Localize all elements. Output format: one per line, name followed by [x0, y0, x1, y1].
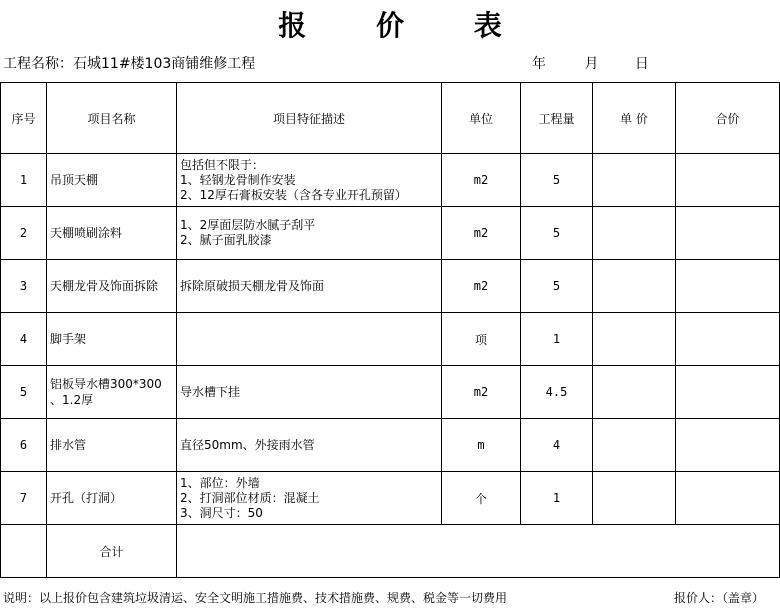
cell-no: 4: [1, 313, 47, 366]
table-row: [1, 313, 780, 366]
cell-quantity: 1: [521, 472, 593, 525]
footer-quoter: 报价人：（盖章）: [674, 591, 765, 605]
cell-no: 1: [1, 154, 47, 207]
table-row: [1, 419, 780, 472]
cell-item-name: 排水管: [47, 419, 177, 472]
date-day: 日: [634, 56, 649, 72]
quote-table: [0, 82, 780, 578]
cell-total-label: 合计: [47, 525, 177, 578]
cell-item-name: 铝板导水槽300*300 、1.2厚: [47, 366, 177, 419]
cell-description: 直径50mm、外接雨水管: [177, 419, 442, 472]
cell-unit-price: [593, 472, 676, 525]
cell-unit: 个: [442, 472, 521, 525]
cell-description: 拆除原破损天棚龙骨及饰面: [177, 260, 442, 313]
table-row: [1, 472, 780, 525]
header-item-name: 项目名称: [47, 83, 177, 154]
cell-total-price: [676, 472, 780, 525]
cell-no: 7: [1, 472, 47, 525]
table-row: [1, 366, 780, 419]
cell-total-price: [676, 419, 780, 472]
header-total-price: 合价: [676, 83, 780, 154]
cell-item-name: 天棚龙骨及饰面拆除: [47, 260, 177, 313]
date-month: 月: [584, 56, 599, 72]
cell-unit-price: [593, 366, 676, 419]
cell-total-price: [676, 260, 780, 313]
cell-unit-price: [593, 419, 676, 472]
header-no: 序号: [1, 83, 47, 154]
cell-unit-price: [593, 154, 676, 207]
cell-unit: 项: [442, 313, 521, 366]
cell-total-price: [676, 313, 780, 366]
cell-no: 5: [1, 366, 47, 419]
cell-quantity: 1: [521, 313, 593, 366]
date-year: 年: [532, 56, 546, 72]
cell-item-name: 天棚喷刷涂料: [47, 207, 177, 260]
cell-description: 1、2厚面层防水腻子刮平 2、腻子面乳胶漆: [177, 207, 442, 260]
cell-unit: m2: [442, 207, 521, 260]
cell-description: 1、部位：外墙 2、打洞部位材质：混凝土 3、洞尺寸：50: [177, 472, 442, 525]
table-row: [1, 154, 780, 207]
cell-description: 包括但不限于： 1、轻钢龙骨制作安装 2、12厚石膏板安装（含各专业开孔预留）: [177, 154, 442, 207]
table-row: [1, 260, 780, 313]
cell-unit: m: [442, 419, 521, 472]
project-name: 工程名称：石城11#楼103商铺维修工程: [3, 56, 256, 72]
cell-quantity: 5: [521, 207, 593, 260]
cell-total-price: [676, 207, 780, 260]
cell-unit-price: [593, 207, 676, 260]
cell-quantity: 5: [521, 154, 593, 207]
cell-unit: m2: [442, 260, 521, 313]
cell-item-name: 吊顶天棚: [47, 154, 177, 207]
cell-unit: m2: [442, 366, 521, 419]
cell-total-value: [177, 525, 780, 578]
date-line: [532, 54, 649, 74]
header-row: [1, 83, 780, 154]
cell-quantity: 4.5: [521, 366, 593, 419]
header-description: 项目特征描述: [177, 83, 442, 154]
page-title: 报 价 表: [278, 9, 532, 42]
header-unit: 单位: [442, 83, 521, 154]
cell-quantity: 5: [521, 260, 593, 313]
cell-item-name: 开孔（打洞）: [47, 472, 177, 525]
cell-no: 2: [1, 207, 47, 260]
cell-unit-price: [593, 260, 676, 313]
cell-no: 3: [1, 260, 47, 313]
footer-note: 说明：以上报价包含建筑垃圾清运、安全文明施工措施费、技术措施费、规费、税金等一切费用: [3, 591, 508, 605]
cell-blank: [1, 525, 47, 578]
header-unit-price: 单 价: [593, 83, 676, 154]
cell-unit-price: [593, 313, 676, 366]
cell-item-name: 脚手架: [47, 313, 177, 366]
cell-total-price: [676, 366, 780, 419]
header-quantity: 工程量: [521, 83, 593, 154]
table-row: [1, 207, 780, 260]
cell-no: 6: [1, 419, 47, 472]
cell-description: [177, 313, 442, 366]
total-row: [1, 525, 780, 578]
cell-quantity: 4: [521, 419, 593, 472]
cell-unit: m2: [442, 154, 521, 207]
cell-description: 导水槽下挂: [177, 366, 442, 419]
cell-total-price: [676, 154, 780, 207]
